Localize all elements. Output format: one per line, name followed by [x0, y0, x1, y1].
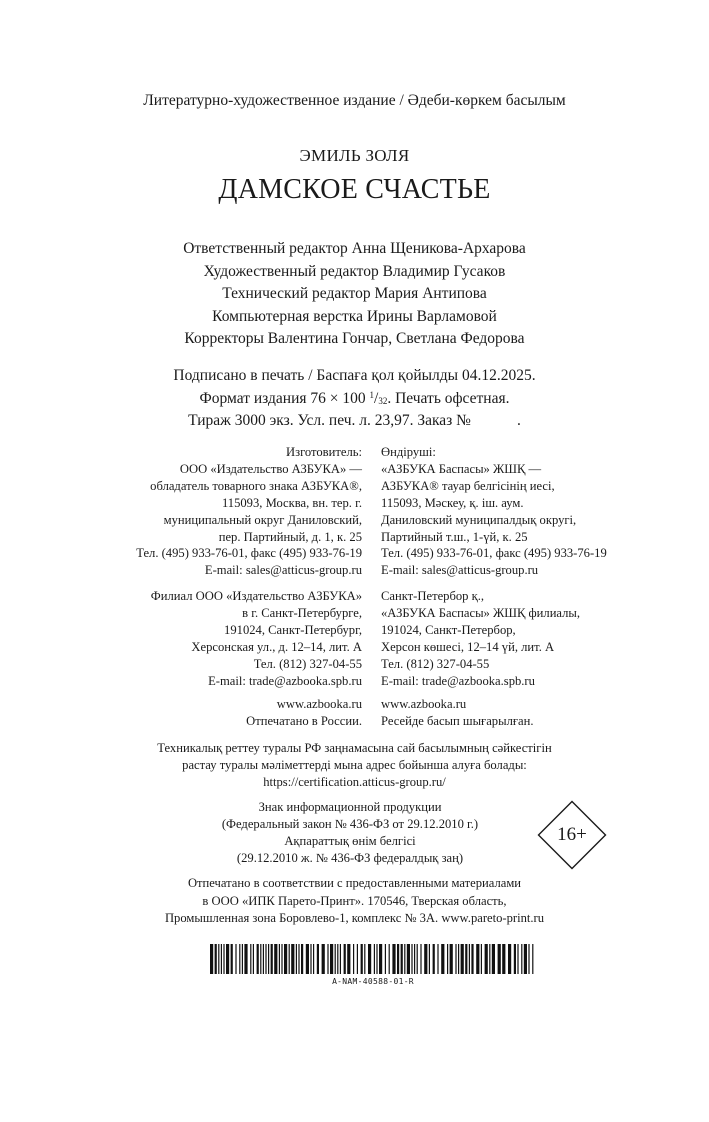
- barcode-bar: [417, 944, 418, 974]
- barcode-bar: [489, 944, 490, 974]
- credit-line: Художественный редактор Владимир Гусаков: [203, 262, 506, 280]
- barcode-bar: [411, 944, 412, 974]
- barcode-bar: [284, 944, 287, 974]
- branch-ru: [40, 588, 362, 689]
- barcode-bar: [221, 944, 222, 974]
- barcode-bar: [401, 944, 403, 974]
- info-mark-line: (Федеральный закон № 436-ФЗ от 29.12.2010 г.): [221, 817, 479, 831]
- barcode-bar: [514, 944, 516, 974]
- barcode-bar: [268, 944, 269, 974]
- barcode-bar: [337, 944, 338, 974]
- print-run: Тираж 3000 экз. Усл. печ. л. 23,97. Заказ №: [188, 412, 471, 429]
- barcode-bar: [392, 944, 395, 974]
- barcode-bar: [340, 944, 341, 974]
- barcode-bar: [447, 944, 448, 974]
- format-fraction-den: 32: [378, 395, 388, 406]
- barcode-bar: [528, 944, 529, 974]
- barcode-bar: [376, 944, 377, 974]
- branch-kz-line: Санкт-Петербор қ.,: [381, 589, 485, 603]
- barcode-bar: [465, 944, 467, 974]
- printer-line: в ООО «ИПК Парето-Принт». 170546, Тверская область,: [202, 893, 507, 908]
- format-line: [0, 386, 709, 412]
- manufacturer-kz-line: E-mail: sales@atticus-group.ru: [381, 563, 539, 578]
- barcode-bar: [389, 944, 390, 974]
- web-ru: [40, 696, 362, 730]
- barcode-bar: [385, 944, 386, 974]
- manufacturer-kz: [381, 444, 681, 579]
- barcode-bar: [306, 944, 309, 974]
- barcode-bar: [450, 944, 453, 974]
- barcode-bar: [461, 944, 464, 974]
- branch-kz-line: Херсон көшесі, 12–14 үй, лит. А: [381, 639, 555, 654]
- barcode-bar: [274, 944, 277, 974]
- certification-line: растау туралы мәліметтерді мына адрес бойынша алуға болады:: [182, 758, 527, 772]
- barcode-bar: [498, 944, 501, 974]
- manufacturer-kz-line: 115093, Мәскеу, қ. іш. аум.: [381, 495, 524, 510]
- series-label: Литературно-художественное издание / Әдеби-көркем басылым: [143, 92, 566, 109]
- barcode-bar: [429, 944, 430, 974]
- manufacturer-kz-line: «АЗБУКА Баспасы» ЖШҚ —: [381, 461, 542, 476]
- barcode-bar: [433, 944, 435, 974]
- credit-line: Ответственный редактор Анна Щеникова-Архарова: [183, 240, 526, 257]
- info-mark-line: Ақпараттық өнім белгісі: [284, 834, 416, 848]
- barcode-bar: [441, 944, 444, 974]
- book-author: ЭМИЛЬ ЗОЛЯ: [299, 146, 410, 165]
- barcode-bar: [226, 944, 229, 974]
- printed-in-ru: Отпечатано в России.: [246, 713, 362, 728]
- barcode-bar: [327, 944, 328, 974]
- barcode-bar: [517, 944, 518, 974]
- branch-ru-line: E-mail: trade@azbooka.spb.ru: [208, 673, 362, 688]
- barcode-bar: [524, 944, 527, 974]
- info-mark-line: Знак информационной продукции: [258, 800, 442, 814]
- barcode-bar: [455, 944, 456, 974]
- barcode-bar: [239, 944, 240, 974]
- barcode-bar: [420, 944, 421, 974]
- barcode-bar: [481, 944, 482, 974]
- barcode-bar: [492, 944, 495, 974]
- web-kz: [381, 696, 681, 730]
- barcode-bar: [310, 944, 311, 974]
- manufacturer-ru-line: Тел. (495) 933-76-01, факс (495) 933-76-19: [136, 546, 362, 561]
- print-run-end: .: [516, 412, 521, 429]
- barcode-bar: [242, 944, 243, 974]
- barcode-bar: [344, 944, 346, 974]
- barcode-bar: [357, 944, 358, 974]
- barcode-bar: [364, 944, 365, 974]
- barcode-bar: [347, 944, 350, 974]
- barcode-bar: [379, 944, 382, 974]
- barcode-bar: [298, 944, 299, 974]
- branch-ru-line: Филиал ООО «Издательство АЗБУКА»: [150, 589, 362, 603]
- book-title: ДАМСКОЕ СЧАСТЬЕ: [218, 174, 491, 205]
- barcode-bar: [521, 944, 522, 974]
- print-details: [0, 366, 709, 431]
- barcode-bar: [250, 944, 251, 974]
- barcode-bar: [317, 944, 319, 974]
- info-mark-line: (29.12.2010 ж. № 436-ФЗ федералдық заң): [236, 851, 464, 865]
- manufacturer-kz-line: Тел. (495) 933-76-01, факс (495) 933-76-19: [381, 546, 607, 561]
- barcode-bar: [257, 944, 259, 974]
- age-rating: 16+: [557, 824, 587, 845]
- manufacturer-ru-line: Изготовитель:: [286, 445, 362, 459]
- branch-kz-line: E-mail: trade@azbooka.spb.ru: [381, 673, 535, 688]
- barcode-icon: [208, 944, 538, 974]
- credit-line: Компьютерная верстка Ирины Варламовой: [212, 307, 497, 325]
- manufacturer-ru-line: ООО «Издательство АЗБУКА» —: [179, 461, 362, 476]
- barcode-bar: [235, 944, 236, 974]
- printer-line: Промышленная зона Боровлево-1, комплекс № 3А. www.pareto-print.ru: [164, 911, 545, 925]
- barcode-bar: [244, 944, 247, 974]
- certification-line: Техникалық реттеу туралы РФ заңнамасына сай басылымның сәйкестігін: [157, 741, 552, 755]
- certification-url: https://certification.atticus-group.ru/: [263, 775, 446, 789]
- barcode-bar: [502, 944, 505, 974]
- barcode-bar: [397, 944, 399, 974]
- barcode-bar: [260, 944, 261, 974]
- format-text: Формат издания 76 × 100: [199, 389, 370, 407]
- branch-ru-line: 191024, Санкт-Петербург,: [224, 622, 362, 637]
- branch-ru-line: Херсонская ул., д. 12–14, лит. А: [191, 639, 362, 654]
- branch-kz: [381, 588, 681, 689]
- barcode-bar: [335, 944, 336, 974]
- format-print-type: . Печать офсетная.: [387, 389, 510, 407]
- barcode-bar: [263, 944, 264, 974]
- manufacturer-ru-line: 115093, Москва, вн. тер. г.: [221, 495, 362, 510]
- branch-ru-line: Тел. (812) 327-04-55: [253, 656, 362, 671]
- print-run-line: [0, 411, 709, 431]
- barcode-bar: [458, 944, 459, 974]
- barcode-bar: [330, 944, 333, 974]
- editorial-credits: [0, 238, 709, 351]
- certification-note: [0, 740, 709, 791]
- barcode-bar: [223, 944, 224, 974]
- barcode-bar: [301, 944, 303, 974]
- barcode-bar: [471, 944, 473, 974]
- printed-in-kz: Ресейде басып шығарылған.: [381, 713, 534, 728]
- barcode-bar: [361, 944, 363, 974]
- barcode-bar: [469, 944, 470, 974]
- printer-line: Отпечатано в соответствии с предоставленными материалами: [187, 876, 522, 890]
- barcode-bar: [322, 944, 325, 974]
- credit-line: Корректоры Валентина Гончар, Светлана Федорова: [184, 330, 525, 347]
- barcode-bar: [271, 944, 273, 974]
- printer-info: [0, 875, 709, 928]
- barcode-bar: [424, 944, 427, 974]
- manufacturer-kz-line: Өндіруші:: [381, 445, 436, 459]
- branch-kz-line: «АЗБУКА Баспасы» ЖШҚ филиалы,: [381, 605, 581, 620]
- barcode-bar: [532, 944, 533, 974]
- barcode-bar: [508, 944, 511, 974]
- barcode-bar: [353, 944, 354, 974]
- barcode-number: A-NAM-40588-01-R: [332, 977, 414, 986]
- barcode-bar: [485, 944, 488, 974]
- barcode-bar: [296, 944, 297, 974]
- manufacturer-ru-line: муниципальный округ Даниловский,: [163, 512, 362, 527]
- info-product-mark: [180, 799, 520, 867]
- website-kz: www.azbooka.ru: [381, 697, 467, 711]
- barcode-bar: [289, 944, 290, 974]
- barcode-bar: [291, 944, 294, 974]
- barcode-bar: [404, 944, 405, 974]
- barcode-bar: [368, 944, 371, 974]
- manufacturer-kz-line: АЗБУКА® тауар белгісінің иесі,: [381, 478, 555, 493]
- manufacturer-kz-line: Даниловский муниципалдық округі,: [381, 512, 577, 527]
- format-fraction-sep: /: [374, 389, 379, 407]
- barcode-bar: [374, 944, 375, 974]
- barcode-bar: [279, 944, 280, 974]
- signed-to-print: Подписано в печать / Баспаға қол қойылды 04.12.2025.: [173, 367, 536, 384]
- branch-ru-line: в г. Санкт-Петербурге,: [242, 605, 362, 620]
- branch-kz-line: Тел. (812) 327-04-55: [381, 656, 490, 671]
- barcode-bar: [281, 944, 282, 974]
- barcode-bar: [414, 944, 415, 974]
- barcode-bar: [437, 944, 438, 974]
- barcode-bar: [231, 944, 233, 974]
- barcode-bar: [253, 944, 254, 974]
- website-ru: www.azbooka.ru: [276, 697, 362, 711]
- barcode-bar: [476, 944, 479, 974]
- barcode-bar: [215, 944, 217, 974]
- credit-line: Технический редактор Мария Антипова: [222, 285, 487, 302]
- manufacturer-ru-line: обладатель товарного знака АЗБУКА®,: [150, 478, 362, 493]
- barcode-bar: [210, 944, 213, 974]
- manufacturer-kz-line: Партийный т.ш., 1-үй, к. 25: [381, 529, 528, 544]
- manufacturer-ru: [40, 444, 362, 579]
- barcode-bar: [218, 944, 219, 974]
- manufacturer-ru-line: E-mail: sales@atticus-group.ru: [204, 563, 362, 578]
- barcode-bar: [313, 944, 314, 974]
- barcode-bar: [407, 944, 410, 974]
- manufacturer-ru-line: пер. Партийный, д. 1, к. 25: [218, 529, 362, 544]
- format-fraction-num: 1: [369, 389, 375, 400]
- barcode-bar: [265, 944, 266, 974]
- branch-kz-line: 191024, Санкт-Петербор,: [381, 622, 516, 637]
